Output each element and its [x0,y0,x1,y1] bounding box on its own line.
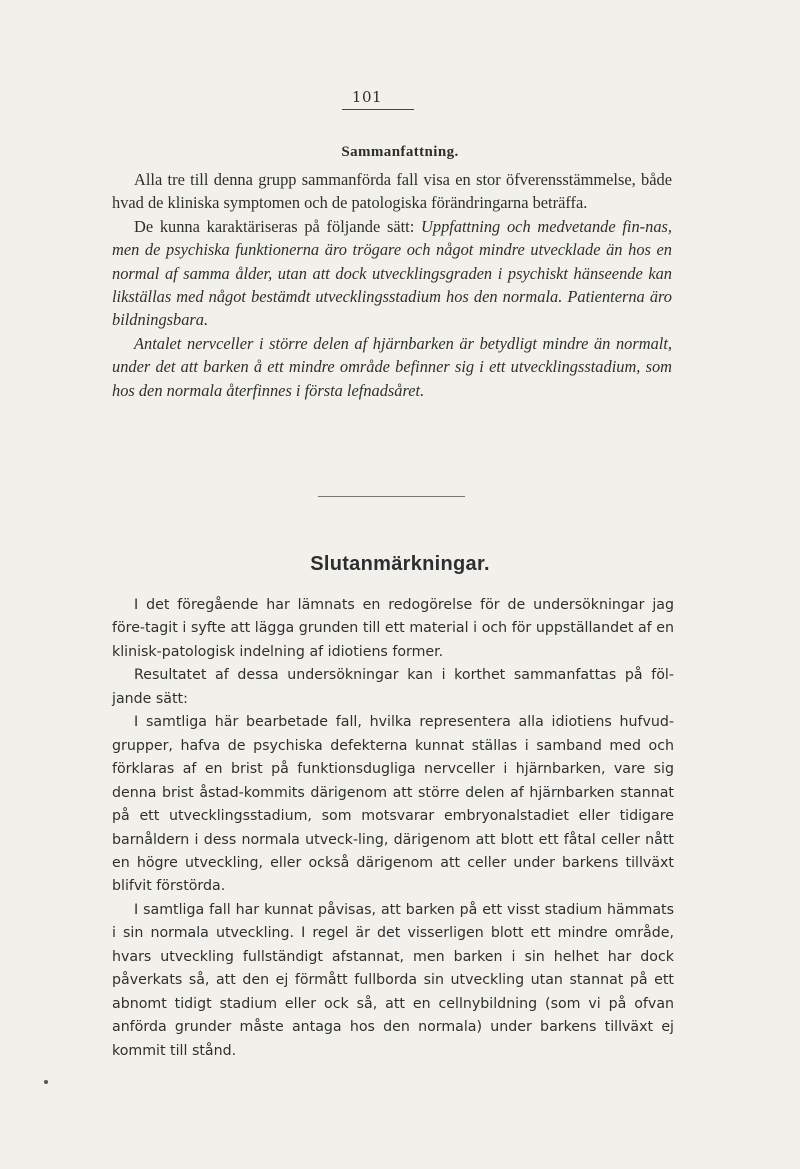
section-title-sammanfattning: Sammanfattning. [341,144,459,160]
print-speck [44,1080,48,1084]
page-number-underline [342,109,414,110]
summary-paragraph-1: Alla tre till denna grupp sammanförda fall visa en stor öfverensstämmelse, både hvad de kliniska symptomen och de patologiska förändringarna beträffa. [112,170,672,213]
section-title-slutanmarkningar: Slutanmärkningar. [310,553,490,575]
summary-paragraph-3: Antalet nervceller i större delen af hjärnbarken är betydligt mindre än normalt, under det att barken å ett mindre område befinner sig i ett utvecklingsstadium, som hos den normala återfinnes i första lefnadsåret. [112,333,672,400]
summary-paragraph-2-intro: De kunna karaktäriseras på följande sätt: [134,216,422,236]
summary-paragraph-2-italic: Uppfattning och medvetande fin-nas, men de psychiska funktionerna äro trögare och något mindre utvecklade än hos en normal af samma ålder, utan att dock utvecklingsgraden i psychiskt hänseende kan likställas med något bestämdt utvecklingsstadium hos den normala. Patienterna äro bildningsbara. [112,216,672,330]
conclusions-text [112,594,674,1063]
conclusions-paragraph-4: I samtliga fall har kunnat påvisas, att barken på ett visst stadium hämmats i sin normala utveckling. I regel är det visserligen blott ett mindre område, hvars utveckling fullständigt afstannat, men barken i sin helhet har dock påverkats så, att den ej förmått fullborda sin utveckling utan stannat på ett abnomt tidigt stadium eller ock så, att en cellnybildning (som vi på ofvan anförda grunder måste antaga hos den normala) under barkens tillväxt ej kommit till stånd. [112,901,674,1059]
conclusions-paragraph-2: Resultatet af dessa undersökningar kan i korthet sammanfattas på föl-jande sätt: [112,667,674,707]
summary-paragraph-2 [112,215,672,332]
section-divider [318,496,465,497]
summary-text [112,168,672,402]
page-number: 101 [351,88,383,106]
conclusions-paragraph-3: I samtliga här bearbetade fall, hvilka representera alla idiotiens hufvud-grupper, hafva de psychiska defekterna kunnat ställas i samband med och förklaras af en brist på funktionsdugliga nervceller i hjärnbarken, vare sig denna brist åstad-kommits därigenom att större delen af hjärnbarken stannat på ett utvecklingsstadium, som motsvarar embryonalstadiet eller tidigare barnåldern i dess normala utveck-ling, därigenom att blott ett fåtal celler nått en högre utveckling, eller också därigenom att celler under barkens tillväxt blifvit förstörda. [112,714,674,895]
conclusions-paragraph-1: I det föregående har lämnats en redogörelse för de undersökningar jag före-tagit i syfte att lägga grunden till ett material i och för uppställandet af en klinisk-patologisk indelning af idiotiens former. [112,597,674,660]
